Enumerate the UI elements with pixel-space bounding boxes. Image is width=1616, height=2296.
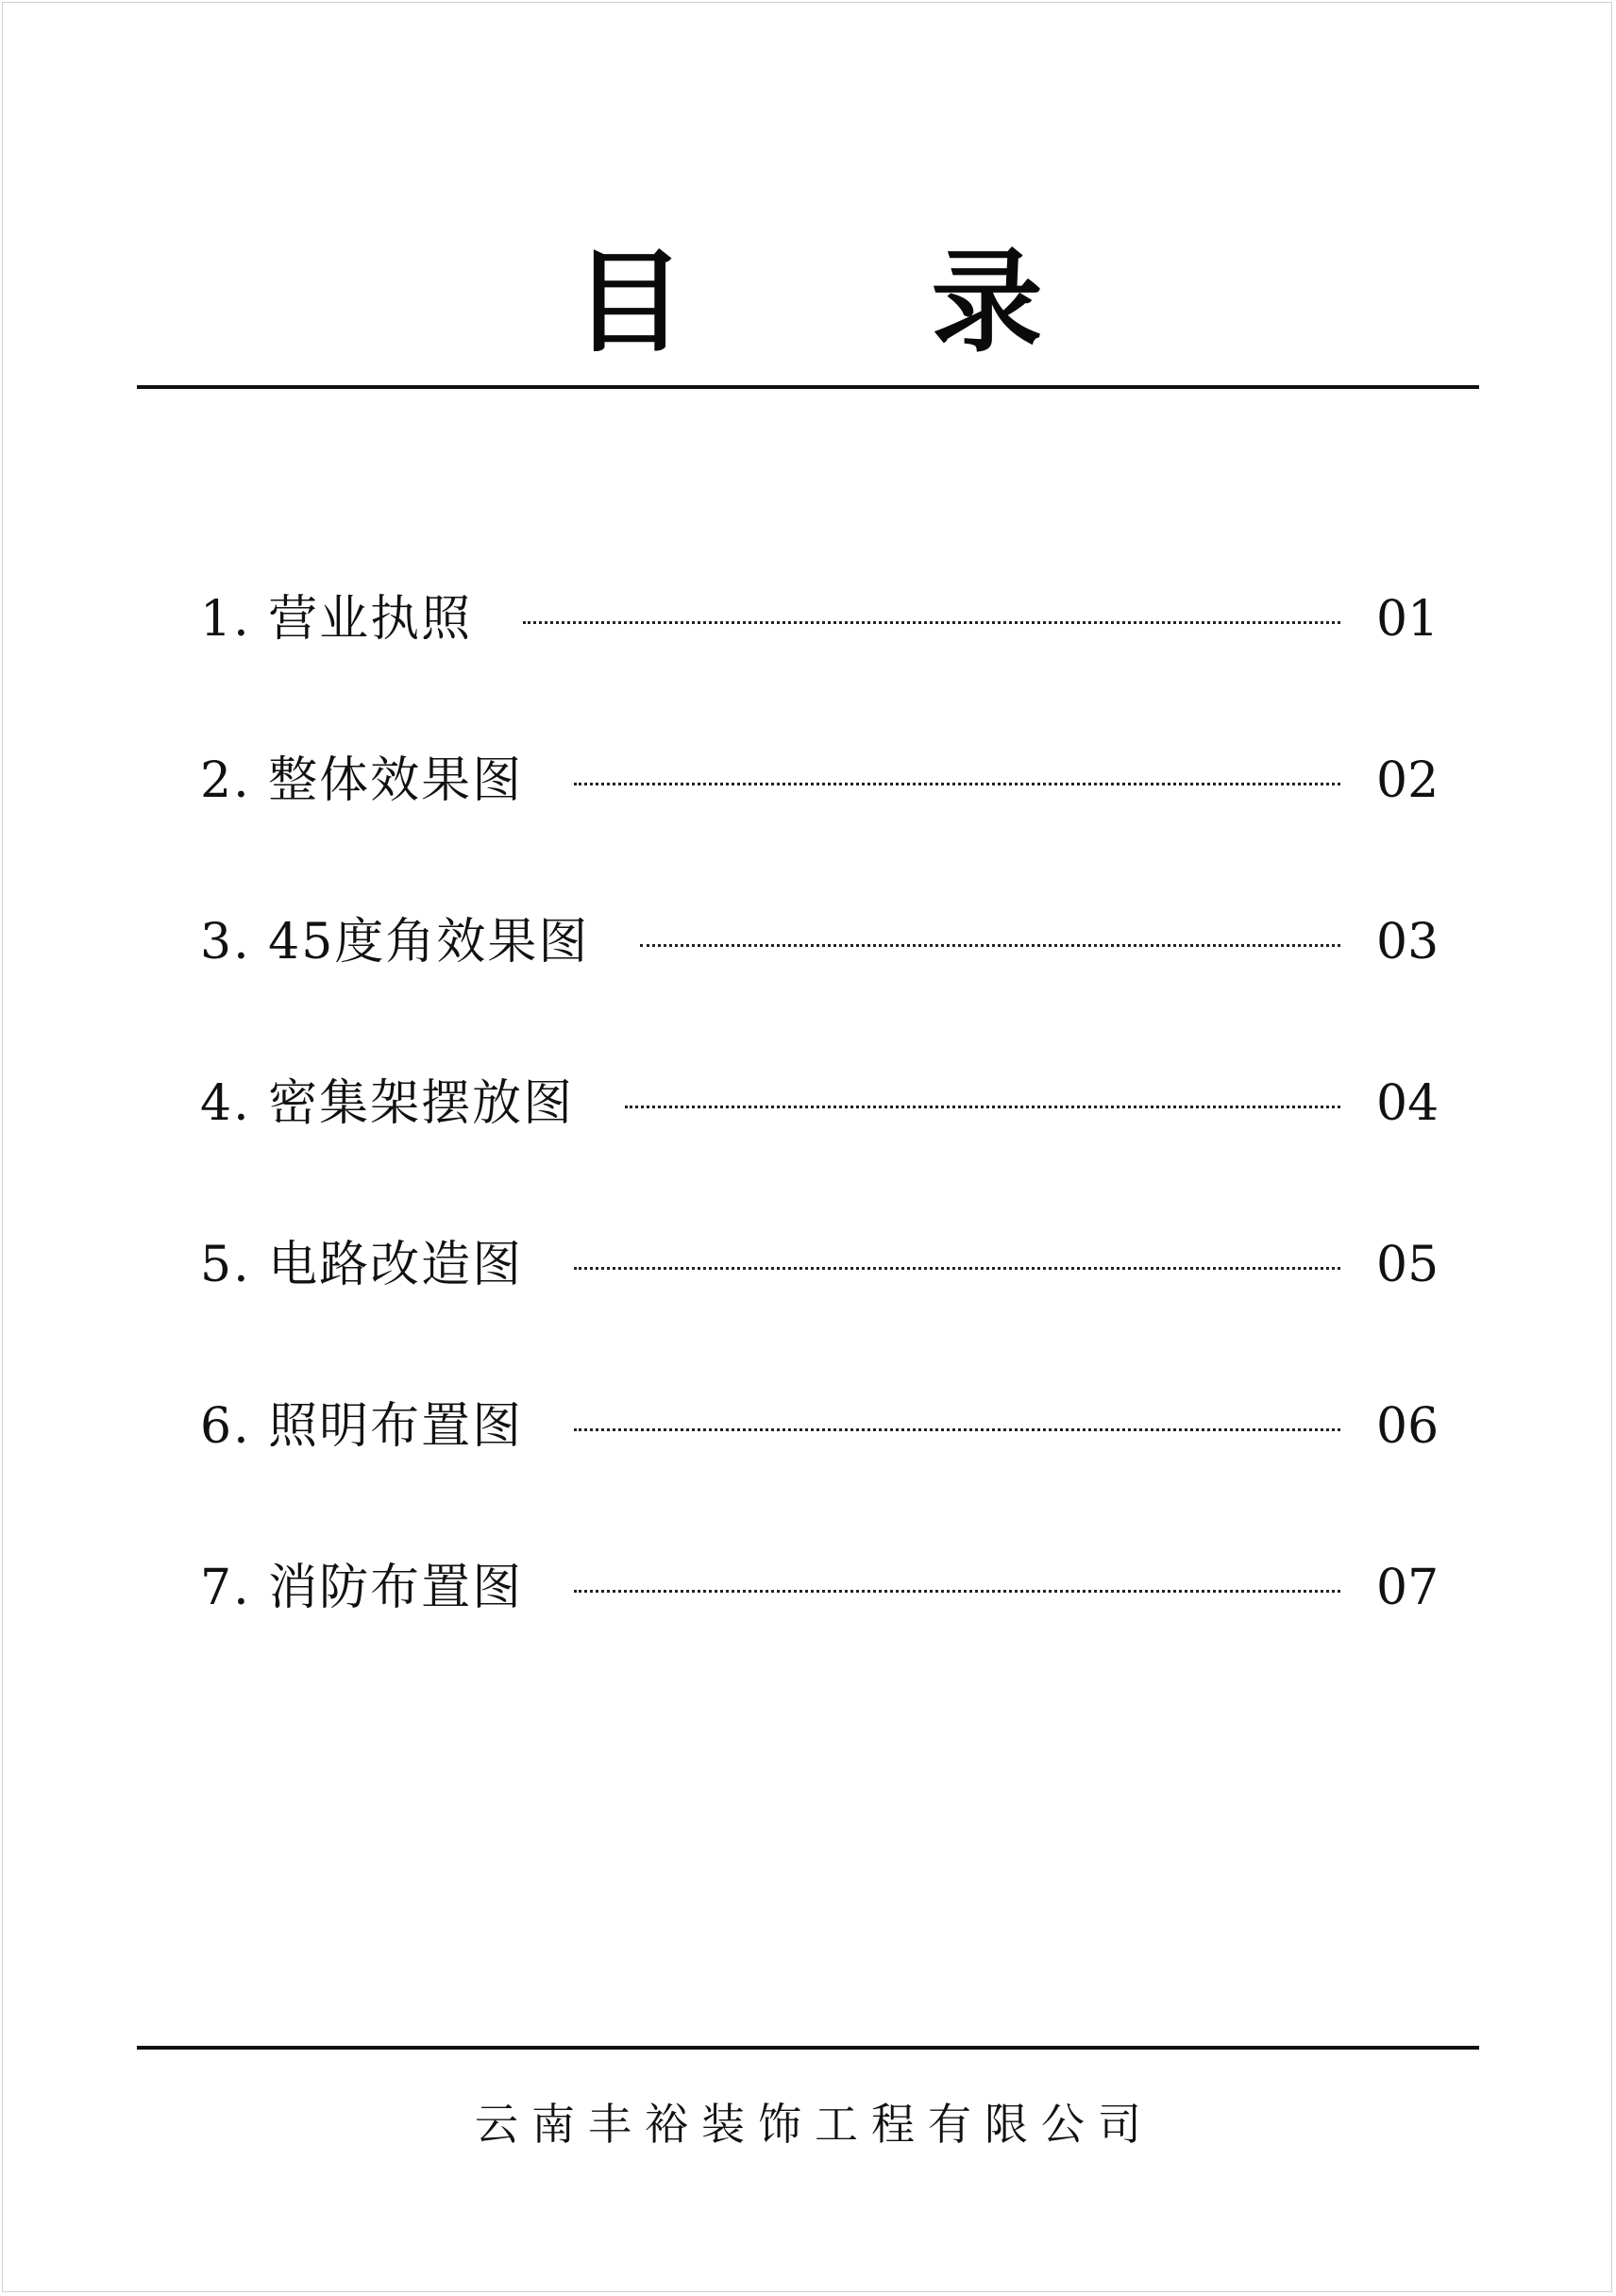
- toc-entry-number: 5.: [200, 1236, 251, 1293]
- toc-dot-leader: [574, 1428, 1340, 1431]
- toc-entry-number: 4.: [200, 1074, 251, 1132]
- toc-entry: [200, 1022, 1437, 1184]
- toc-page-number: 02: [1376, 751, 1439, 809]
- toc-entry-label: 营业执照: [268, 590, 473, 648]
- page-title: 目 录: [573, 236, 1147, 367]
- toc-dot-leader: [574, 783, 1340, 785]
- toc-dot-leader: [574, 1590, 1340, 1593]
- toc-page-number: 07: [1376, 1559, 1439, 1616]
- toc-entry: [200, 861, 1437, 1022]
- table-of-contents: [200, 538, 1437, 1668]
- toc-entry-title: [200, 1550, 523, 1626]
- toc-entry-title: [200, 1066, 574, 1141]
- company-name: 云南丰裕装饰工程有限公司: [475, 2099, 1154, 2150]
- toc-page-number: 03: [1376, 913, 1439, 971]
- toc-entry-number: 7.: [200, 1559, 251, 1616]
- footer-divider: [137, 2046, 1479, 2050]
- toc-entry-title: [200, 1227, 523, 1303]
- toc-entry-title: [200, 743, 523, 819]
- toc-entry-label: 整体效果图: [268, 751, 524, 809]
- toc-page-number: 04: [1376, 1074, 1439, 1132]
- title-divider: [137, 385, 1479, 389]
- toc-entry: [200, 700, 1437, 861]
- toc-entry-label: 45度角效果图: [268, 913, 590, 971]
- toc-entry-label: 照明布置图: [268, 1397, 524, 1455]
- toc-entry-label: 电路改造图: [268, 1236, 524, 1293]
- toc-dot-leader: [625, 1106, 1340, 1108]
- toc-entry: [200, 1345, 1437, 1507]
- toc-entry-title: [200, 582, 472, 657]
- toc-entry: [200, 1184, 1437, 1345]
- toc-entry-label: 消防布置图: [268, 1559, 524, 1616]
- toc-entry-number: 3.: [200, 913, 251, 971]
- toc-entry: [200, 1507, 1437, 1668]
- toc-dot-leader: [523, 621, 1340, 624]
- toc-page-number: 06: [1376, 1397, 1439, 1455]
- toc-entry-label: 密集架摆放图: [268, 1074, 575, 1132]
- toc-entry: [200, 538, 1437, 700]
- toc-dot-leader: [574, 1267, 1340, 1270]
- toc-entry-title: [200, 1389, 523, 1464]
- toc-entry-number: 1.: [200, 590, 251, 648]
- toc-entry-title: [200, 904, 589, 980]
- toc-entry-number: 6.: [200, 1397, 251, 1455]
- toc-page-number: 01: [1376, 590, 1439, 648]
- toc-dot-leader: [640, 944, 1340, 947]
- toc-entry-number: 2.: [200, 751, 251, 809]
- toc-page-number: 05: [1376, 1236, 1439, 1293]
